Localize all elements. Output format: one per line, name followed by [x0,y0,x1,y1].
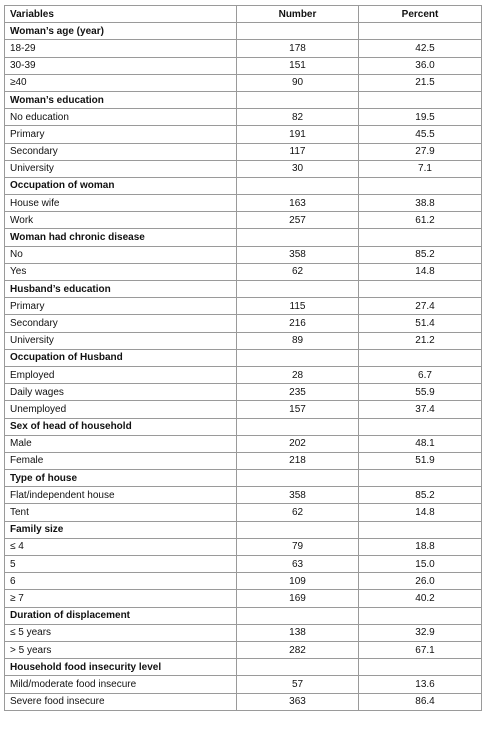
empty-cell [237,349,359,366]
group-row [5,521,482,538]
empty-cell [237,91,359,108]
empty-cell [359,418,482,435]
empty-cell [359,349,482,366]
row-number: 138 [237,624,359,641]
row-percent: 42.5 [359,40,482,57]
table-row [5,263,482,280]
table-row [5,624,482,641]
row-percent: 21.2 [359,332,482,349]
table-row [5,452,482,469]
table-row [5,435,482,452]
row-label: ≤ 4 [5,538,237,555]
row-percent: 61.2 [359,212,482,229]
empty-cell [237,470,359,487]
group-title: Woman’s education [5,91,237,108]
row-percent: 27.9 [359,143,482,160]
row-percent: 45.5 [359,126,482,143]
row-percent: 51.9 [359,452,482,469]
group-row [5,470,482,487]
row-number: 191 [237,126,359,143]
row-percent: 6.7 [359,366,482,383]
empty-cell [237,659,359,676]
table-row [5,538,482,555]
row-label: 30-39 [5,57,237,74]
group-row [5,281,482,298]
empty-cell [237,177,359,194]
row-percent: 14.8 [359,263,482,280]
table-row [5,332,482,349]
row-number: 90 [237,74,359,91]
row-label: Unemployed [5,401,237,418]
group-row [5,229,482,246]
table-row [5,126,482,143]
row-number: 63 [237,556,359,573]
empty-cell [237,229,359,246]
table-row [5,298,482,315]
empty-cell [237,23,359,40]
group-title: Household food insecurity level [5,659,237,676]
group-title: Woman’s age (year) [5,23,237,40]
row-percent: 36.0 [359,57,482,74]
table-row [5,246,482,263]
row-label: Work [5,212,237,229]
table-row [5,57,482,74]
row-label: No [5,246,237,263]
row-percent: 7.1 [359,160,482,177]
row-percent: 37.4 [359,401,482,418]
row-number: 151 [237,57,359,74]
empty-cell [237,281,359,298]
row-label: University [5,332,237,349]
row-label: University [5,160,237,177]
row-percent: 38.8 [359,195,482,212]
row-number: 257 [237,212,359,229]
group-title: Occupation of Husband [5,349,237,366]
table-row [5,195,482,212]
empty-cell [359,659,482,676]
row-label: ≥ 7 [5,590,237,607]
row-label: > 5 years [5,641,237,658]
empty-cell [237,521,359,538]
table-row [5,366,482,383]
row-percent: 18.8 [359,538,482,555]
row-number: 218 [237,452,359,469]
row-percent: 27.4 [359,298,482,315]
row-number: 62 [237,504,359,521]
group-row [5,659,482,676]
row-label: 18-29 [5,40,237,57]
table-row [5,693,482,710]
demographics-table [4,5,482,711]
row-number: 202 [237,435,359,452]
row-label: Daily wages [5,384,237,401]
group-title: Husband’s education [5,281,237,298]
row-percent: 13.6 [359,676,482,693]
group-row [5,418,482,435]
row-percent: 15.0 [359,556,482,573]
empty-cell [359,177,482,194]
column-header-number: Number [237,6,359,23]
row-number: 115 [237,298,359,315]
row-label: 5 [5,556,237,573]
table-row [5,556,482,573]
row-number: 178 [237,40,359,57]
empty-cell [359,91,482,108]
row-percent: 19.5 [359,109,482,126]
row-number: 82 [237,109,359,126]
table-row [5,315,482,332]
row-number: 282 [237,641,359,658]
row-number: 28 [237,366,359,383]
row-number: 79 [237,538,359,555]
empty-cell [359,470,482,487]
group-row [5,607,482,624]
row-number: 57 [237,676,359,693]
table-row [5,74,482,91]
table-row [5,641,482,658]
table-row [5,573,482,590]
empty-cell [359,229,482,246]
table-row [5,504,482,521]
row-label: Secondary [5,315,237,332]
row-number: 89 [237,332,359,349]
group-row [5,349,482,366]
table-row [5,143,482,160]
table-row [5,676,482,693]
group-row [5,91,482,108]
row-label: Flat/independent house [5,487,237,504]
row-label: House wife [5,195,237,212]
row-label: Secondary [5,143,237,160]
column-header-percent: Percent [359,6,482,23]
table-body [5,23,482,711]
table-row [5,109,482,126]
row-percent: 32.9 [359,624,482,641]
row-percent: 40.2 [359,590,482,607]
empty-cell [359,607,482,624]
row-number: 363 [237,693,359,710]
row-percent: 55.9 [359,384,482,401]
row-percent: 67.1 [359,641,482,658]
empty-cell [359,23,482,40]
table-row [5,590,482,607]
row-label: Yes [5,263,237,280]
empty-cell [237,418,359,435]
empty-cell [237,607,359,624]
row-label: ≤ 5 years [5,624,237,641]
table-row [5,384,482,401]
table-header-row [5,6,482,23]
row-label: No education [5,109,237,126]
row-number: 169 [237,590,359,607]
row-number: 30 [237,160,359,177]
group-title: Woman had chronic disease [5,229,237,246]
row-percent: 26.0 [359,573,482,590]
row-label: Employed [5,366,237,383]
row-number: 235 [237,384,359,401]
row-label: Primary [5,126,237,143]
row-label: Male [5,435,237,452]
row-percent: 85.2 [359,246,482,263]
row-label: Female [5,452,237,469]
row-number: 62 [237,263,359,280]
row-percent: 85.2 [359,487,482,504]
row-number: 109 [237,573,359,590]
row-label: Tent [5,504,237,521]
row-percent: 51.4 [359,315,482,332]
row-label: Primary [5,298,237,315]
empty-cell [359,281,482,298]
table-row [5,40,482,57]
row-number: 157 [237,401,359,418]
table-row [5,401,482,418]
row-label: ≥40 [5,74,237,91]
row-number: 216 [237,315,359,332]
row-label: Mild/moderate food insecure [5,676,237,693]
group-title: Type of house [5,470,237,487]
column-header-variables: Variables [5,6,237,23]
row-percent: 21.5 [359,74,482,91]
group-row [5,177,482,194]
row-number: 358 [237,246,359,263]
group-row [5,23,482,40]
table-row [5,487,482,504]
row-percent: 14.8 [359,504,482,521]
table-row [5,212,482,229]
table-row [5,160,482,177]
group-title: Occupation of woman [5,177,237,194]
row-number: 358 [237,487,359,504]
empty-cell [359,521,482,538]
row-percent: 86.4 [359,693,482,710]
group-title: Sex of head of household [5,418,237,435]
group-title: Family size [5,521,237,538]
row-label: 6 [5,573,237,590]
group-title: Duration of displacement [5,607,237,624]
row-percent: 48.1 [359,435,482,452]
row-number: 163 [237,195,359,212]
row-number: 117 [237,143,359,160]
row-label: Severe food insecure [5,693,237,710]
